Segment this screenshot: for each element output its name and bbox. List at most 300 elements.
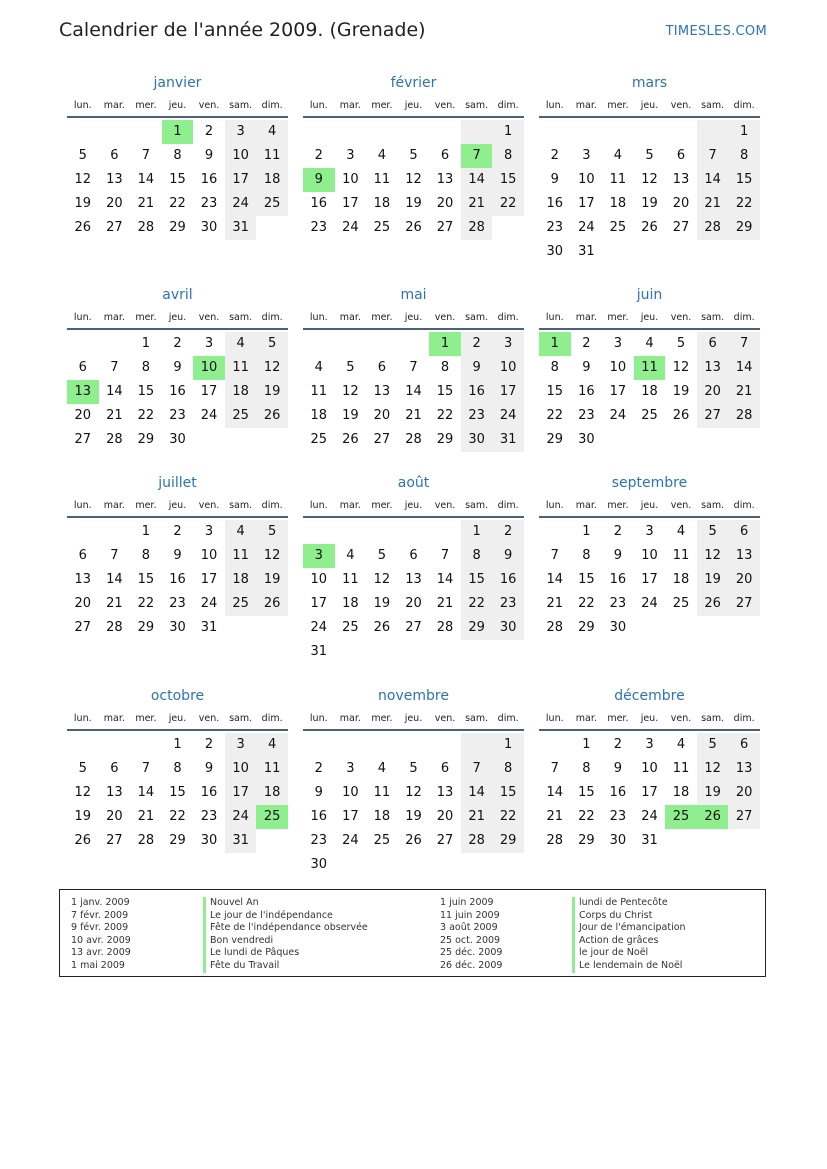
day-cell: 9: [314, 785, 323, 800]
day-cell: 4: [314, 360, 323, 375]
weekday-header: sam.: [465, 100, 489, 111]
day-cell: 12: [256, 544, 288, 568]
day-cell: 19: [405, 196, 422, 211]
holiday-day-cell: 13: [67, 380, 99, 404]
weekday-header: jeu.: [168, 312, 187, 323]
empty-day-cell: [303, 332, 335, 356]
weekday-header: ven.: [670, 500, 692, 511]
weekday-header: ven.: [198, 312, 220, 323]
weekday-header: mar.: [103, 500, 125, 511]
brand-link[interactable]: TIMESLES.COM: [665, 24, 767, 39]
weekday-header: mar.: [339, 100, 361, 111]
day-cell: 13: [436, 785, 454, 800]
day-cell: 27: [106, 833, 123, 848]
legend-holiday-name: Bon vendredi: [203, 935, 368, 948]
day-cell: 13: [728, 544, 760, 568]
empty-day-cell: [256, 829, 288, 853]
empty-day-cell: [665, 240, 697, 264]
weekday-header: dim.: [261, 713, 283, 724]
day-cell: 10: [310, 572, 328, 587]
day-cell: 27: [672, 220, 690, 235]
weekday-header: ven.: [198, 100, 220, 111]
day-cell: 7: [697, 144, 729, 168]
month-8: [303, 472, 524, 664]
day-cell: 5: [377, 548, 387, 563]
day-cell: 24: [641, 809, 658, 824]
day-cell: 8: [582, 548, 591, 563]
day-cell: 23: [200, 809, 218, 824]
day-cell: 20: [74, 596, 92, 611]
day-cell: 15: [492, 781, 524, 805]
day-cell: 10: [200, 548, 218, 563]
weekday-header: mer.: [607, 100, 629, 111]
day-cell: 29: [137, 432, 155, 447]
day-cell: 9: [550, 172, 559, 187]
day-cell: 31: [578, 244, 595, 259]
empty-day-cell: [697, 120, 729, 144]
day-cell: 28: [546, 620, 564, 635]
day-cell: 7: [141, 148, 151, 163]
day-cell: 20: [373, 408, 391, 423]
day-cell: 7: [550, 761, 559, 776]
day-cell: 22: [169, 809, 186, 824]
day-cell: 20: [106, 196, 123, 211]
weekday-header: sam.: [229, 312, 253, 323]
day-cell: 9: [173, 548, 182, 563]
empty-day-cell: [492, 640, 524, 664]
day-cell: 26: [256, 404, 288, 428]
empty-day-cell: [398, 332, 430, 356]
empty-day-cell: [429, 853, 461, 877]
weekday-header: mer.: [135, 713, 157, 724]
month-6: [539, 284, 760, 452]
empty-day-cell: [303, 120, 335, 144]
empty-day-cell: [398, 520, 430, 544]
empty-day-cell: [492, 216, 524, 240]
weekday-header: mar.: [103, 312, 125, 323]
day-cell: 26: [74, 220, 92, 235]
day-cell: 2: [550, 148, 559, 163]
day-cell: 15: [546, 384, 564, 399]
empty-day-cell: [398, 640, 430, 664]
day-cell: 29: [137, 620, 155, 635]
weekday-header: dim.: [497, 312, 519, 323]
weekday-header: sam.: [465, 713, 489, 724]
weekday-header: jeu.: [404, 312, 423, 323]
day-cell: 19: [405, 809, 422, 824]
legend-holiday-name: lundi de Pentecôte: [572, 897, 686, 910]
weekday-header: mer.: [607, 312, 629, 323]
weekday-header: mer.: [135, 312, 157, 323]
day-cell: 16: [609, 785, 627, 800]
empty-day-cell: [429, 120, 461, 144]
day-cell: 18: [672, 572, 690, 587]
day-cell: 28: [137, 220, 155, 235]
weekday-header: mer.: [371, 713, 393, 724]
weekday-header: jeu.: [404, 100, 423, 111]
day-cell: 22: [578, 809, 595, 824]
legend-holiday-date: 1 janv. 2009: [71, 897, 130, 908]
day-cell: 7: [110, 548, 119, 563]
day-cell: 12: [405, 172, 422, 187]
empty-day-cell: [461, 733, 493, 757]
month-name: octobre: [150, 688, 205, 704]
day-cell: 1: [492, 120, 524, 144]
day-cell: 11: [609, 172, 627, 187]
day-cell: 18: [256, 781, 288, 805]
day-cell: 21: [461, 805, 493, 829]
day-cell: 19: [74, 196, 92, 211]
day-cell: 10: [225, 757, 257, 781]
day-cell: 12: [405, 785, 422, 800]
day-cell: 16: [546, 196, 564, 211]
day-grid: [539, 332, 760, 452]
empty-day-cell: [193, 428, 225, 452]
day-cell: 3: [346, 761, 355, 776]
day-cell: 3: [346, 148, 355, 163]
day-cell: 9: [613, 761, 623, 776]
day-cell: 23: [310, 220, 328, 235]
legend-holiday-name: Jour de l'émancipation: [572, 922, 686, 935]
weekday-header: dim.: [261, 500, 283, 511]
weekday-header-row: [67, 709, 288, 731]
day-cell: 4: [256, 120, 288, 144]
day-cell: 3: [645, 737, 654, 752]
month-5: [303, 284, 524, 452]
weekday-header: lun.: [73, 100, 92, 111]
empty-day-cell: [461, 853, 493, 877]
day-cell: 2: [613, 737, 623, 752]
day-cell: 9: [613, 548, 623, 563]
month-9: [539, 472, 760, 640]
empty-day-cell: [303, 733, 335, 757]
legend-holiday-name: Le jour de l'indépendance: [203, 910, 368, 923]
month-name: mai: [400, 287, 427, 303]
day-cell: 15: [492, 168, 524, 192]
day-cell: 24: [342, 833, 359, 848]
day-cell: 27: [728, 805, 760, 829]
day-cell: 23: [169, 596, 186, 611]
day-cell: 18: [310, 408, 328, 423]
legend-holiday-name: le jour de Noël: [572, 947, 686, 960]
empty-day-cell: [335, 520, 367, 544]
holiday-day-cell: 9: [303, 168, 335, 192]
day-cell: 10: [578, 172, 595, 187]
day-cell: 22: [492, 192, 524, 216]
day-cell: 6: [110, 148, 119, 163]
day-cell: 22: [546, 408, 564, 423]
day-cell: 11: [373, 785, 391, 800]
day-grid: [303, 332, 524, 452]
weekday-header: jeu.: [404, 713, 423, 724]
day-cell: 29: [728, 216, 760, 240]
weekday-header-row: [67, 308, 288, 330]
weekday-header: sam.: [229, 100, 253, 111]
day-cell: 20: [697, 380, 729, 404]
day-cell: 30: [609, 620, 627, 635]
day-cell: 11: [672, 548, 690, 563]
day-cell: 30: [492, 616, 524, 640]
day-cell: 5: [346, 360, 355, 375]
day-cell: 28: [461, 216, 493, 240]
day-cell: 2: [613, 524, 623, 539]
day-cell: 27: [436, 833, 454, 848]
day-cell: 9: [204, 761, 214, 776]
empty-day-cell: [697, 240, 729, 264]
day-cell: 1: [173, 737, 182, 752]
day-cell: 19: [672, 384, 690, 399]
day-cell: 14: [137, 172, 155, 187]
day-cell: 6: [377, 360, 387, 375]
day-cell: 31: [310, 644, 328, 659]
day-cell: 21: [106, 408, 123, 423]
day-cell: 17: [578, 196, 595, 211]
weekday-header-row: [539, 496, 760, 518]
legend-holiday-date: 9 févr. 2009: [71, 922, 129, 934]
day-cell: 22: [137, 408, 155, 423]
month-name: novembre: [378, 688, 449, 704]
day-cell: 16: [200, 785, 218, 800]
day-cell: 21: [697, 192, 729, 216]
empty-day-cell: [697, 616, 729, 640]
weekday-header: sam.: [465, 500, 489, 511]
month-name: avril: [162, 287, 193, 303]
day-cell: 13: [106, 172, 123, 187]
weekday-header: lun.: [545, 500, 564, 511]
day-grid: [539, 733, 760, 853]
day-cell: 31: [492, 428, 524, 452]
day-grid: [67, 520, 288, 640]
empty-day-cell: [665, 829, 697, 853]
day-cell: 23: [200, 196, 218, 211]
day-grid: [67, 120, 288, 240]
day-cell: 6: [110, 761, 119, 776]
day-cell: 24: [641, 596, 658, 611]
weekday-header: mer.: [135, 100, 157, 111]
day-cell: 6: [78, 360, 87, 375]
empty-day-cell: [728, 240, 760, 264]
day-cell: 25: [225, 404, 257, 428]
weekday-header: jeu.: [640, 500, 659, 511]
day-cell: 2: [461, 332, 493, 356]
weekday-header: mer.: [607, 713, 629, 724]
day-cell: 26: [641, 220, 658, 235]
empty-day-cell: [366, 640, 398, 664]
weekday-header: jeu.: [640, 312, 659, 323]
empty-day-cell: [256, 216, 288, 240]
day-cell: 1: [141, 524, 151, 539]
empty-day-cell: [366, 332, 398, 356]
legend-left-names: [203, 897, 368, 973]
weekday-header: jeu.: [640, 713, 659, 724]
empty-day-cell: [67, 120, 99, 144]
day-cell: 21: [137, 196, 155, 211]
day-cell: 16: [578, 384, 595, 399]
legend-holiday-name: Nouvel An: [203, 897, 368, 910]
day-cell: 2: [582, 336, 591, 351]
day-cell: 6: [728, 733, 760, 757]
day-cell: 17: [492, 380, 524, 404]
day-cell: 10: [609, 360, 627, 375]
day-cell: 3: [204, 336, 214, 351]
weekday-header: mar.: [575, 713, 597, 724]
day-cell: 27: [697, 404, 729, 428]
day-cell: 21: [546, 596, 564, 611]
day-cell: 25: [609, 220, 627, 235]
day-cell: 15: [436, 384, 454, 399]
day-cell: 16: [310, 196, 328, 211]
legend-right-dates: [440, 897, 502, 973]
day-grid: [303, 733, 524, 877]
weekday-header: dim.: [733, 100, 755, 111]
day-cell: 28: [436, 620, 454, 635]
day-cell: 12: [74, 785, 92, 800]
day-cell: 29: [461, 616, 493, 640]
day-cell: 14: [461, 168, 493, 192]
day-cell: 15: [137, 384, 155, 399]
empty-day-cell: [429, 733, 461, 757]
weekday-header: jeu.: [168, 500, 187, 511]
day-cell: 8: [492, 144, 524, 168]
weekday-header: jeu.: [640, 100, 659, 111]
day-cell: 17: [200, 384, 218, 399]
day-grid: [539, 520, 760, 640]
day-cell: 20: [106, 809, 123, 824]
day-cell: 21: [461, 192, 493, 216]
weekday-header: ven.: [670, 100, 692, 111]
weekday-header: mer.: [371, 100, 393, 111]
day-cell: 4: [225, 332, 257, 356]
day-cell: 15: [728, 168, 760, 192]
month-3: [539, 72, 760, 264]
day-cell: 1: [461, 520, 493, 544]
day-cell: 11: [373, 172, 391, 187]
legend-holiday-date: 10 avr. 2009: [71, 934, 131, 946]
day-cell: 6: [440, 761, 450, 776]
day-cell: 4: [645, 336, 654, 351]
day-cell: 26: [256, 592, 288, 616]
day-cell: 11: [256, 144, 288, 168]
weekday-header: jeu.: [404, 500, 423, 511]
day-cell: 3: [645, 524, 654, 539]
day-cell: 9: [204, 148, 214, 163]
weekday-header-row: [303, 96, 524, 118]
day-cell: 20: [436, 196, 454, 211]
month-name: janvier: [153, 75, 202, 91]
month-11: [303, 685, 524, 877]
day-cell: 1: [492, 733, 524, 757]
day-cell: 21: [436, 596, 454, 611]
day-cell: 23: [461, 404, 493, 428]
day-cell: 20: [436, 809, 454, 824]
day-cell: 11: [225, 356, 257, 380]
day-cell: 2: [173, 524, 182, 539]
day-grid: [303, 120, 524, 240]
day-cell: 7: [461, 757, 493, 781]
day-cell: 29: [436, 432, 454, 447]
empty-day-cell: [728, 616, 760, 640]
day-cell: 25: [342, 620, 359, 635]
weekday-header: ven.: [198, 500, 220, 511]
legend-holiday-date: 25 oct. 2009: [440, 934, 501, 946]
day-cell: 23: [578, 408, 595, 423]
day-cell: 14: [436, 572, 454, 587]
day-cell: 19: [74, 809, 92, 824]
empty-day-cell: [728, 829, 760, 853]
day-cell: 11: [256, 757, 288, 781]
day-cell: 28: [461, 829, 493, 853]
day-cell: 14: [546, 785, 564, 800]
day-cell: 20: [405, 596, 422, 611]
day-cell: 8: [141, 360, 151, 375]
empty-day-cell: [634, 616, 666, 640]
day-cell: 25: [225, 592, 257, 616]
day-cell: 29: [546, 432, 564, 447]
day-cell: 14: [137, 785, 155, 800]
day-cell: 25: [373, 833, 391, 848]
day-cell: 11: [225, 544, 257, 568]
day-cell: 20: [672, 196, 690, 211]
weekday-header: sam.: [701, 100, 725, 111]
day-cell: 9: [582, 360, 591, 375]
day-cell: 2: [314, 148, 323, 163]
day-cell: 15: [169, 172, 186, 187]
day-cell: 14: [106, 572, 123, 587]
empty-day-cell: [256, 616, 288, 640]
day-cell: 24: [342, 220, 359, 235]
day-cell: 2: [314, 761, 323, 776]
empty-day-cell: [398, 120, 430, 144]
day-cell: 3: [492, 332, 524, 356]
empty-day-cell: [366, 853, 398, 877]
day-cell: 21: [106, 596, 123, 611]
day-cell: 14: [697, 168, 729, 192]
day-cell: 17: [641, 785, 658, 800]
day-cell: 1: [582, 737, 591, 752]
day-cell: 23: [169, 408, 186, 423]
day-cell: 10: [641, 761, 658, 776]
day-cell: 26: [697, 592, 729, 616]
empty-day-cell: [634, 240, 666, 264]
day-cell: 30: [200, 220, 218, 235]
holiday-day-cell: 25: [665, 805, 697, 829]
day-cell: 7: [550, 548, 559, 563]
empty-day-cell: [130, 120, 162, 144]
day-cell: 19: [697, 781, 729, 805]
day-cell: 5: [645, 148, 654, 163]
day-cell: 22: [728, 192, 760, 216]
empty-day-cell: [602, 240, 634, 264]
day-cell: 30: [200, 833, 218, 848]
month-1: [67, 72, 288, 240]
weekday-header: sam.: [465, 312, 489, 323]
empty-day-cell: [539, 120, 571, 144]
day-cell: 2: [204, 737, 214, 752]
day-cell: 29: [578, 620, 595, 635]
day-cell: 5: [676, 336, 686, 351]
legend-holiday-name: Le lundi de Pâques: [203, 947, 368, 960]
empty-day-cell: [130, 733, 162, 757]
day-cell: 24: [225, 192, 257, 216]
day-cell: 1: [582, 524, 591, 539]
empty-day-cell: [634, 428, 666, 452]
day-cell: 22: [461, 592, 493, 616]
weekday-header: mar.: [103, 713, 125, 724]
day-cell: 18: [672, 785, 690, 800]
day-cell: 10: [342, 785, 359, 800]
day-cell: 12: [74, 172, 92, 187]
empty-day-cell: [492, 853, 524, 877]
